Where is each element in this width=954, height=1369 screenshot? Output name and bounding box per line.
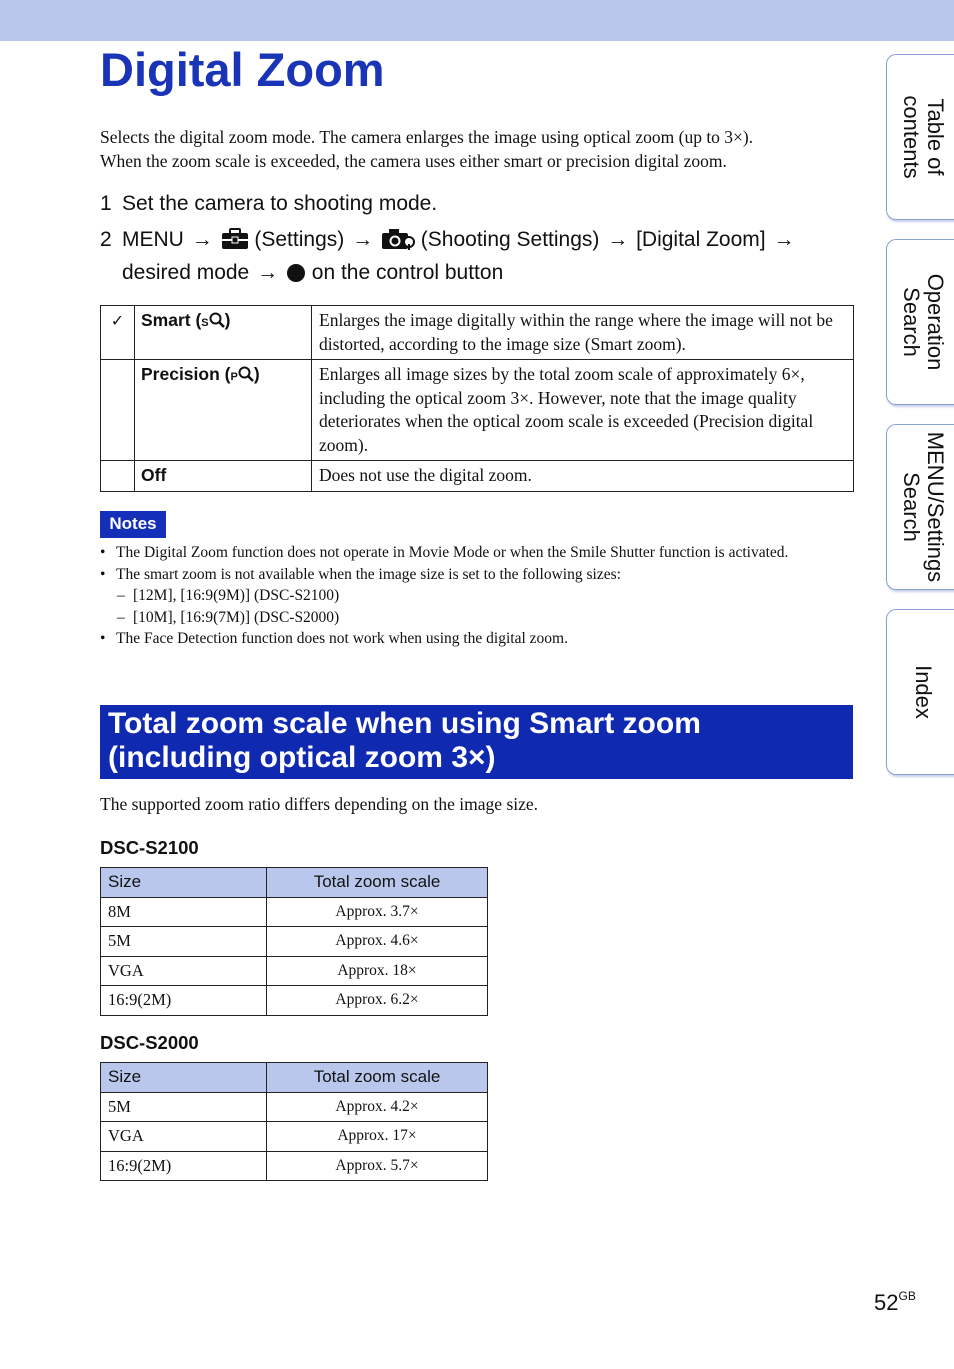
zoom-table-s2100 xyxy=(100,867,488,1016)
table-row xyxy=(101,986,488,1016)
arrow-icon: → xyxy=(191,228,213,251)
zoom-cell: Approx. 6.2× xyxy=(267,986,488,1016)
model-heading: DSC-S2000 xyxy=(100,1032,199,1053)
center-button-icon xyxy=(286,262,306,291)
tab-label: Operation Search xyxy=(898,273,948,371)
column-header: Size xyxy=(101,1063,267,1093)
size-cell: VGA xyxy=(101,1122,267,1152)
tab-table-of-contents[interactable] xyxy=(886,54,954,220)
supported-text: The supported zoom ratio differs depending on the image size. xyxy=(100,794,539,814)
intro-line: When the zoom scale is exceeded, the camera uses either smart or precision digital zoom. xyxy=(100,151,727,171)
tab-menu-settings-search[interactable] xyxy=(886,424,954,590)
shooting-settings-label: (Shooting Settings) xyxy=(420,228,600,251)
digital-zoom-label: [Digital Zoom] xyxy=(636,228,766,251)
table-row xyxy=(101,1092,488,1122)
zoom-cell: Approx. 5.7× xyxy=(267,1151,488,1181)
mode-name: Precision (P ) xyxy=(135,360,312,461)
table-row xyxy=(101,306,854,360)
menu-label: MENU xyxy=(122,228,184,251)
mode-description: Does not use the digital zoom. xyxy=(312,461,854,492)
tab-index[interactable] xyxy=(886,609,954,775)
table-header-row xyxy=(101,868,488,898)
step-2 xyxy=(100,225,860,291)
arrow-icon: → xyxy=(257,261,279,284)
step-number: 2 xyxy=(100,228,112,251)
section-heading: Total zoom scale when using Smart zoom (including optical zoom 3×) xyxy=(100,705,853,779)
model-heading: DSC-S2100 xyxy=(100,837,199,858)
size-cell: 16:9(2M) xyxy=(101,1151,267,1181)
table-row xyxy=(101,956,488,986)
notes-list xyxy=(100,542,840,650)
toolbox-icon xyxy=(221,228,249,258)
tab-label: MENU/Settings Search xyxy=(898,431,948,583)
size-cell: 5M xyxy=(101,1092,267,1122)
tab-label: Table of contents xyxy=(898,95,948,179)
intro-text xyxy=(100,125,840,173)
digital-zoom-modes-table xyxy=(100,305,854,492)
mode-name: Off xyxy=(135,461,312,492)
zoom-cell: Approx. 4.2× xyxy=(267,1092,488,1122)
list-item: • The Digital Zoom function does not operate in Movie Mode or when the Smile Shutter function is activated. xyxy=(100,542,840,564)
step-number: 1 xyxy=(100,192,112,215)
list-item: • The smart zoom is not available when the image size is set to the following sizes: xyxy=(100,564,840,586)
mode-description: Enlarges all image sizes by the total zoom scale of approximately 6×, including the optical zoom 3×. However, note that the image quality deteriorates when the optical zoom scale is exceeded (Precision digital zoom). xyxy=(312,360,854,461)
zoom-cell: Approx. 18× xyxy=(267,956,488,986)
arrow-icon: → xyxy=(352,228,374,251)
mode-description: Enlarges the image digitally within the range where the image will not be distorted, according to the image size (Smart zoom). xyxy=(312,306,854,360)
zoom-cell: Approx. 17× xyxy=(267,1122,488,1152)
smart-zoom-icon: S xyxy=(201,310,224,330)
list-item: • The Face Detection function does not work when using the digital zoom. xyxy=(100,628,840,650)
tab-operation-search[interactable] xyxy=(886,239,954,405)
list-subitem: – [12M], [16:9(9M)] (DSC-S2100) xyxy=(100,585,840,607)
size-cell: VGA xyxy=(101,956,267,986)
step-text: Set the camera to shooting mode. xyxy=(122,192,438,215)
camera-settings-icon xyxy=(381,228,415,258)
table-header-row xyxy=(101,1063,488,1093)
check-cell xyxy=(101,461,135,492)
table-row xyxy=(101,927,488,957)
size-cell: 16:9(2M) xyxy=(101,986,267,1016)
control-button-label: on the control button xyxy=(311,261,504,284)
tab-label: Index xyxy=(910,665,936,719)
table-row xyxy=(101,1122,488,1152)
size-cell: 8M xyxy=(101,897,267,927)
zoom-cell: Approx. 4.6× xyxy=(267,927,488,957)
size-cell: 5M xyxy=(101,927,267,957)
notes-label: Notes xyxy=(100,511,166,538)
steps xyxy=(100,189,860,291)
precision-zoom-icon: P xyxy=(230,364,253,384)
zoom-table-s2000 xyxy=(100,1062,488,1181)
table-row xyxy=(101,360,854,461)
check-cell xyxy=(101,360,135,461)
step-1 xyxy=(100,189,860,218)
zoom-cell: Approx. 3.7× xyxy=(267,897,488,927)
table-row xyxy=(101,1151,488,1181)
desired-mode-label: desired mode xyxy=(122,261,250,284)
list-subitem: – [10M], [16:9(7M)] (DSC-S2000) xyxy=(100,607,840,629)
page-number: $52^{GB}$ xyxy=(874,1289,916,1315)
intro-line: Selects the digital zoom mode. The camera enlarges the image using optical zoom (up to 3×). xyxy=(100,127,754,147)
header-band xyxy=(0,0,954,41)
page-title: Digital Zoom xyxy=(100,43,385,96)
settings-label: (Settings) xyxy=(254,228,345,251)
check-icon: ✓ xyxy=(101,306,135,360)
column-header: Total zoom scale xyxy=(267,1063,488,1093)
column-header: Total zoom scale xyxy=(267,868,488,898)
table-row xyxy=(101,461,854,492)
column-header: Size xyxy=(101,868,267,898)
table-row xyxy=(101,897,488,927)
arrow-icon: → xyxy=(607,228,629,251)
arrow-icon: → xyxy=(773,228,795,251)
mode-name: Smart (S ) xyxy=(135,306,312,360)
